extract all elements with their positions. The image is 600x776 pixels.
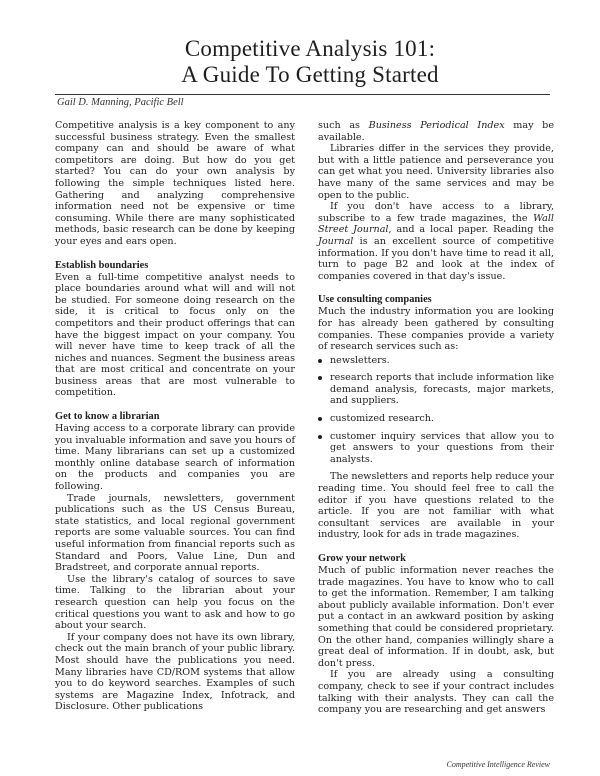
continued-pre: such as	[318, 120, 369, 131]
access-post: is an excellent source of competitive information. If you don't have time to read it all, turn to page B2 and look at the index of companies covered in that day's issue.	[318, 235, 554, 282]
consulting-paragraph: Much the industry information you are looking for has already been gathered by consulting companies. These companies provide a variety of research services such as:	[318, 306, 554, 353]
boundaries-paragraph: Even a full-time competitive analyst needs to place boundaries around what will and will not be studied. For someone doing research on the side, it is critical to focus only on the competitors and their product offerings that can have the biggest impact on your company. You will never have time to keep track of all the niches and nuances. Segment the business areas that are most critical and concentrate on your business areas that are most vulnerable to competition.	[55, 271, 295, 399]
network-paragraph-1: Much of public information never reaches the trade magazines. You have to know who to call to get the information. Remember, I am talking about publicly available information. Don't ever put a contact in an awkward position by asking something that could be considered proprietary. On the other hand, companies willingly share a great deal of information. If in doubt, ask, but don't press.	[318, 565, 554, 669]
heading-grow-your-network: Grow your network	[318, 553, 406, 564]
title-rule	[55, 94, 550, 95]
continued-paragraph	[318, 120, 554, 143]
continued-post: may be available.	[318, 120, 554, 143]
heading-establish-boundaries: Establish boundaries	[55, 259, 149, 271]
librarian-paragraph-4: If your company does not have its own library, check out the main branch of your public library. Most should have the publications you need. Many libraries have CD/ROM systems that allow you to do keyword searches. Examples of such systems are Magazine Index, Infotrack, and Disclosure. Other publications	[55, 631, 295, 713]
list-item: newsletters.	[318, 355, 554, 367]
consulting-services-list	[318, 355, 554, 466]
list-item: research reports that include information like demand analysis, forecasts, major markets, and suppliers.	[318, 372, 554, 407]
author-byline: Gail D. Manning, Pacific Bell	[57, 97, 184, 108]
librarian-paragraph-3: Use the library's catalog of sources to save time. Talking to the librarian about your research question can help you focus on the critical questions you want to ask and how to go about your search.	[55, 573, 295, 632]
heading-get-to-know-librarian: Get to know a librarian	[55, 411, 160, 423]
libraries-differ-paragraph: Libraries differ in the services they provide, but with a little patience and perseverance you can get what you need. University libraries also have many of the same services and may be open to the public.	[318, 143, 554, 201]
page-footer: Competitive Intelligence Review	[446, 760, 550, 769]
network-paragraph-2: If you are already using a consulting company, check to see if your contract includes talking with their analysts. They can call the company you are researching and get answers	[318, 669, 554, 716]
list-item: customer inquiry services that allow you to get answers to your questions from their analysts.	[318, 431, 554, 466]
article-title	[120, 36, 500, 88]
newsletters-paragraph: The newsletters and reports help reduce your reading time. You should feel free to call the editor if you have questions related to the article. If you are not familiar with what consultant services are available in your industry, look for ads in trade magazines.	[318, 471, 554, 541]
heading-use-consulting-companies: Use consulting companies	[318, 294, 432, 306]
list-item: customized research.	[318, 413, 554, 425]
access-pre: If you don't have access to a library, subscribe to a few trade magazines, the	[318, 201, 554, 224]
title-line-1: Competitive Analysis 101:	[184, 36, 436, 61]
access-wsj: Wall Street Journal	[318, 212, 554, 236]
librarian-paragraph-1: Having access to a corporate library can provide you invaluable information and save you hours of time. Many librarians can set up a customized monthly online database search of information on the products and companies you are following.	[55, 423, 295, 493]
title-line-2: A Guide To Getting Started	[181, 62, 439, 87]
no-library-access-paragraph	[318, 201, 554, 282]
librarian-paragraph-2: Trade journals, newsletters, government publications such as the US Census Bureau, state statistics, and local regional government reports are some valuable sources. You can find useful information from financial reports such as Standard and Poors, Value Line, Dun and Bradstreet, and corporate annual reports.	[55, 492, 295, 574]
intro-paragraph: Competitive analysis is a key component to any successful business strategy. Even the smallest company can and should be aware of what competitors are doing. But how do you get started? You can do your own analysis by following the simple techniques listed here. Gathering and analyzing comprehensive information need not be expensive or time consuming. While there are many sophisticated methods, basic research can be done by keeping your eyes and ears open.	[55, 120, 295, 247]
left-column	[55, 120, 295, 713]
continued-italic: Business Periodical Index	[368, 120, 505, 131]
right-column	[318, 120, 554, 716]
access-mid: , and a local paper. Reading the	[388, 224, 554, 236]
access-journal: Journal	[318, 235, 354, 247]
